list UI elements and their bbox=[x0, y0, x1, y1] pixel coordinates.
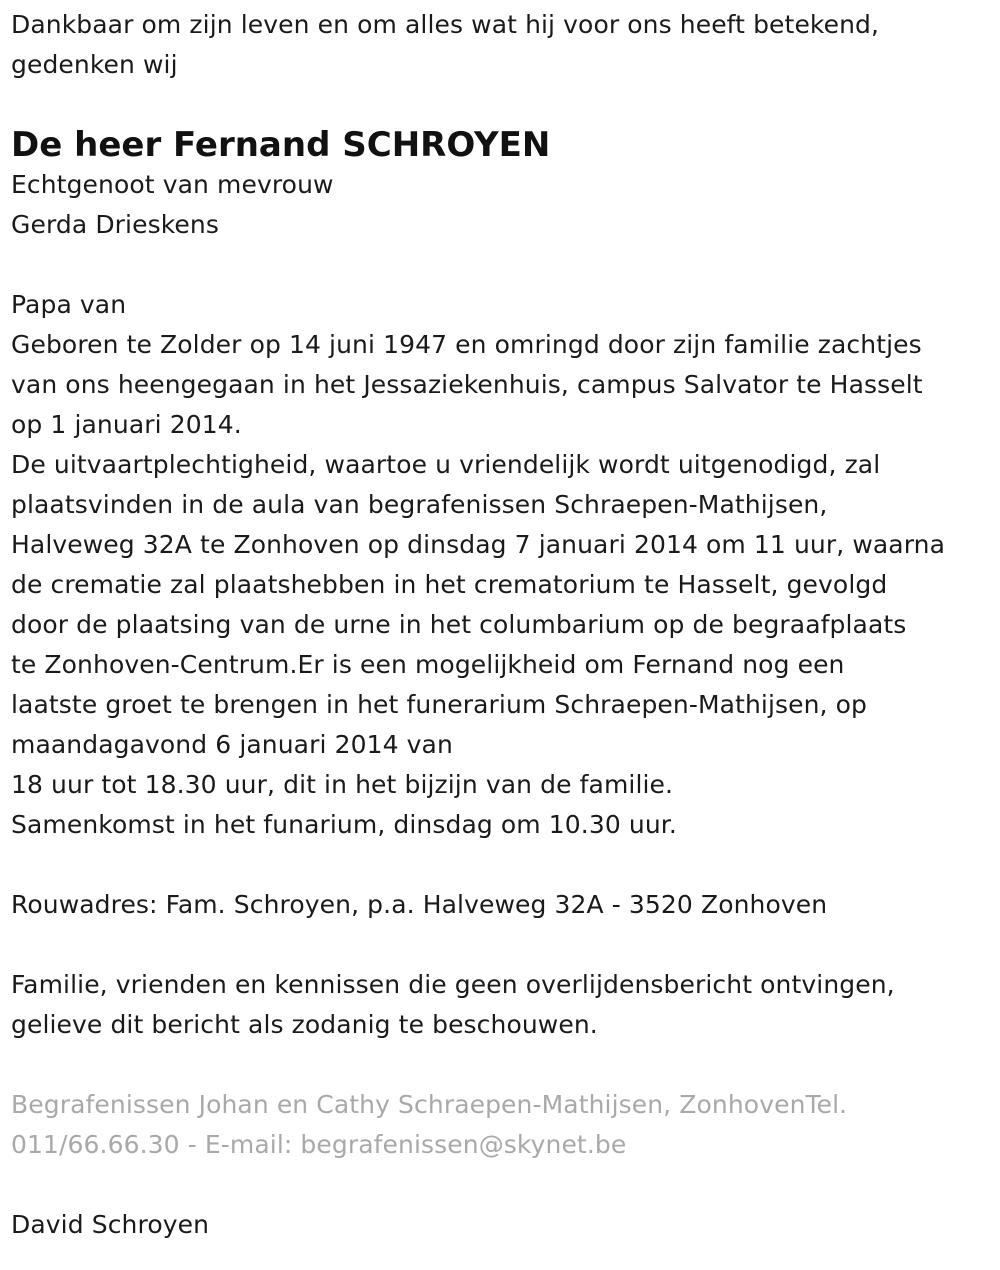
death-notice bbox=[11, 5, 986, 1245]
body-line-8: de crematie zal plaatshebben in het crematorium te Hasselt, gevolgd bbox=[11, 570, 888, 599]
intro-line-1: Dankbaar om zijn leven en om alles wat hij voor ons heeft betekend, bbox=[11, 10, 880, 39]
mourning-address: Rouwadres: Fam. Schroyen, p.a. Halveweg 32A - 3520 Zonhoven bbox=[11, 890, 828, 919]
undertaker-line-1: Begrafenissen Johan en Cathy Schraepen-Mathijsen, ZonhovenTel. bbox=[11, 1090, 848, 1119]
spacer bbox=[11, 925, 986, 965]
spacer bbox=[11, 245, 986, 285]
deceased-name: De heer Fernand SCHROYEN bbox=[11, 125, 551, 165]
intro-line-2: gedenken wij bbox=[11, 50, 178, 79]
body-line-6: plaatsvinden in de aula van begrafenissen Schraepen-Mathijsen, bbox=[11, 490, 828, 519]
undertaker-line-2: 011/66.66.30 - E-mail: begrafenissen@skynet.be bbox=[11, 1130, 627, 1159]
body-line-7: Halveweg 32A te Zonhoven op dinsdag 7 januari 2014 om 11 uur, waarna bbox=[11, 530, 946, 559]
body-line-2: Geboren te Zolder op 14 juni 1947 en omringd door zijn familie zachtjes bbox=[11, 330, 922, 359]
body-line-1: Papa van bbox=[11, 290, 127, 319]
body-line-13: 18 uur tot 18.30 uur, dit in het bijzijn van de familie. bbox=[11, 770, 674, 799]
spouse-line-2: Gerda Drieskens bbox=[11, 210, 219, 239]
notice-line-2: gelieve dit bericht als zodanig te beschouwen. bbox=[11, 1010, 598, 1039]
body-line-14: Samenkomst in het funarium, dinsdag om 10.30 uur. bbox=[11, 810, 677, 839]
spacer bbox=[11, 845, 986, 885]
notice-line-1: Familie, vrienden en kennissen die geen overlijdensbericht ontvingen, bbox=[11, 970, 895, 999]
spouse-line-1: Echtgenoot van mevrouw bbox=[11, 170, 334, 199]
body-line-10: te Zonhoven-Centrum.Er is een mogelijkheid om Fernand nog een bbox=[11, 650, 845, 679]
body-line-5: De uitvaartplechtigheid, waartoe u vriendelijk wordt uitgenodigd, zal bbox=[11, 450, 881, 479]
body-line-11: laatste groet te brengen in het funerarium Schraepen-Mathijsen, op bbox=[11, 690, 868, 719]
body-line-4: op 1 januari 2014. bbox=[11, 410, 242, 439]
spacer bbox=[11, 1165, 986, 1205]
body-line-3: van ons heengegaan in het Jessaziekenhuis, campus Salvator te Hasselt bbox=[11, 370, 923, 399]
body-line-9: door de plaatsing van de urne in het columbarium op de begraafplaats bbox=[11, 610, 907, 639]
signature: David Schroyen bbox=[11, 1210, 210, 1239]
spacer bbox=[11, 1045, 986, 1085]
body-line-12: maandagavond 6 januari 2014 van bbox=[11, 730, 453, 759]
